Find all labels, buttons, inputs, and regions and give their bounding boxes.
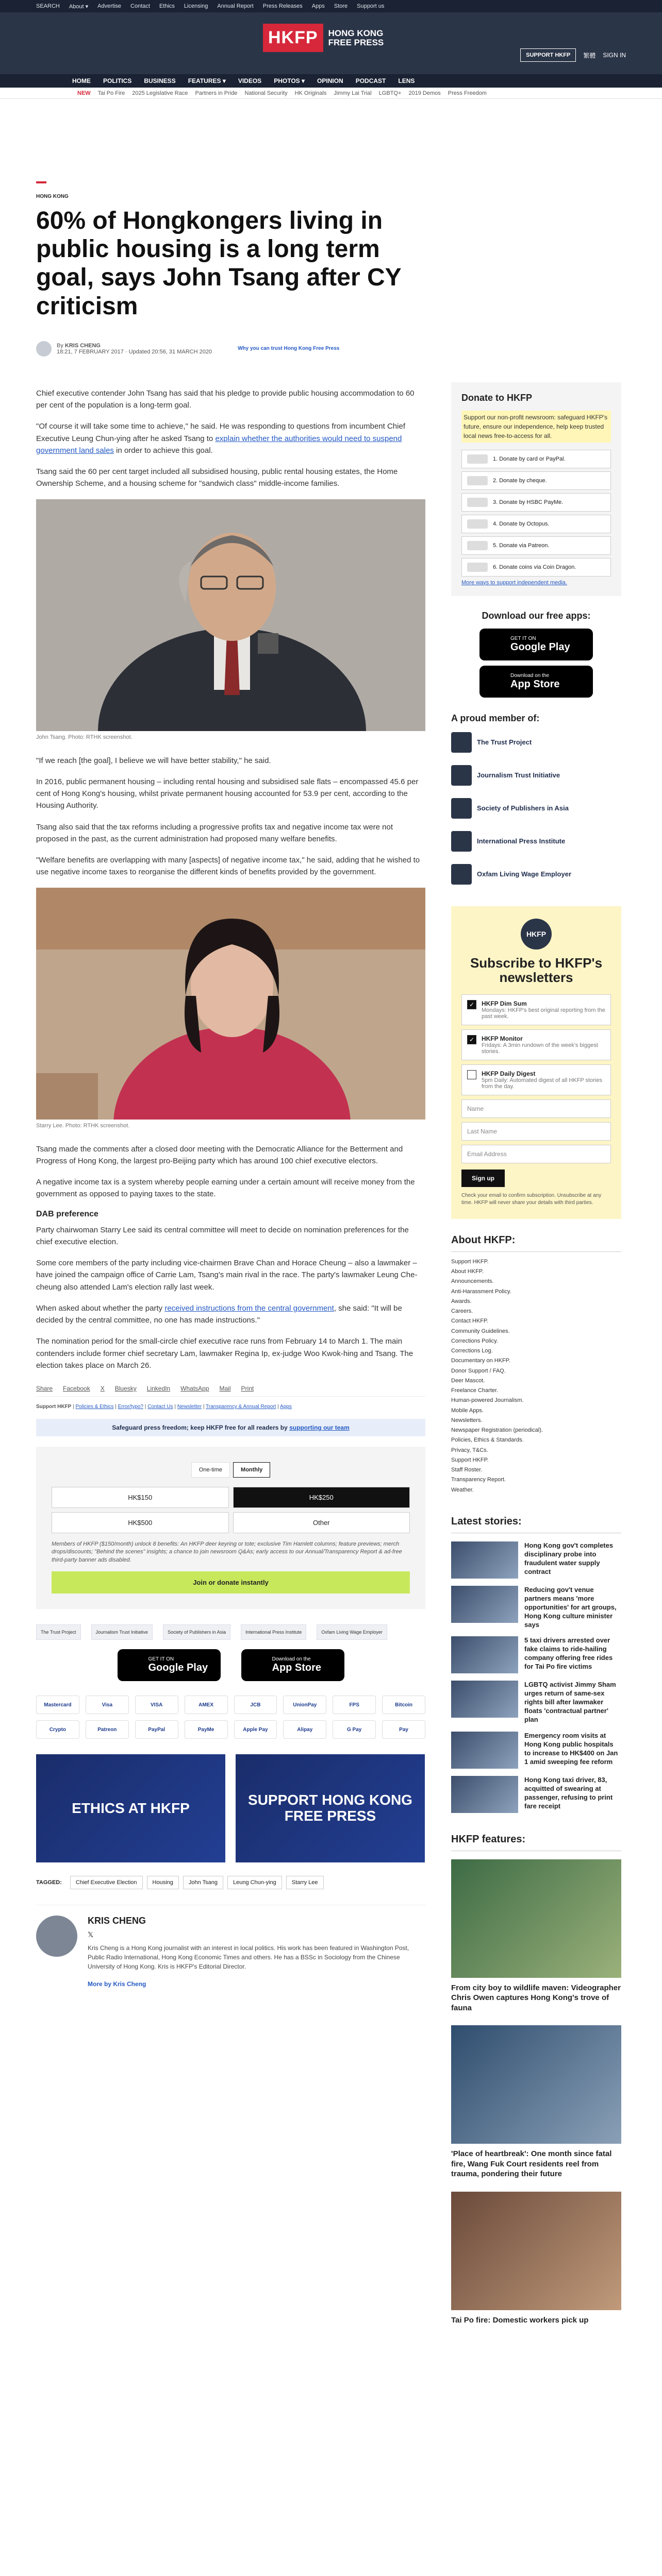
payment-icon: JCB — [234, 1696, 277, 1714]
advertise-link[interactable]: Advertise — [97, 3, 122, 9]
about-link[interactable]: Support HKFP. — [451, 1258, 489, 1265]
trending-item[interactable]: National Security — [244, 90, 288, 96]
author-bio: Kris Cheng is a Hong Kong journalist with an interest in local politics. His work has been featured in Washington Post, Public Radio International, Hong Kong Economic Times and others. He has a BSSc in Sociology from the Chinese University of Hong Kong. Kris is HKFP's Editorial Director. — [88, 1944, 409, 1971]
about-section — [451, 1234, 621, 1495]
typo-link[interactable]: Error/typo? — [118, 1404, 144, 1410]
about-link[interactable]: Mobile Apps. — [451, 1407, 484, 1414]
newsletter-signup — [451, 906, 621, 1219]
feature-item[interactable]: Tai Po fire: Domestic workers pick up — [451, 2192, 621, 2326]
donate-method[interactable]: 4. Donate by Octopus. — [461, 515, 611, 533]
paragraph: Tsang said the 60 per cent target included all subsidised housing, public rental housing estates, the Home Ownership Scheme, and a housing scheme for "sandwich class" middle-income families. — [36, 467, 398, 488]
latest-stories — [451, 1516, 621, 1813]
jti-logo[interactable]: Journalism Trust Initiative — [91, 1624, 153, 1640]
logo-text: HONG KONG FREE PRESS — [328, 28, 384, 47]
nav-videos[interactable]: VIDEOS — [238, 77, 262, 84]
ethics-promo[interactable]: ETHICS AT HKFP — [36, 1754, 225, 1862]
donate-method[interactable]: 1. Donate by card or PayPal. — [461, 450, 611, 468]
donate-sidebar — [451, 382, 621, 596]
google-play-badge[interactable]: GET IT ON Google Play — [479, 629, 593, 660]
paragraph: In 2016, public permanent housing – including rental housing and subsidised sale flats – encompassed 45.6 per cent of Hong Kong's housing, whilst private permanent housing accounted for 53.9 per cent, according to the Housing Authority. — [36, 777, 419, 810]
oxfam-logo[interactable]: Oxfam Living Wage Employer — [451, 863, 621, 886]
about-link[interactable]: Human-powered Journalism. — [451, 1397, 524, 1404]
support-team-link[interactable]: supporting our team — [289, 1424, 350, 1431]
about-link[interactable]: Corrections Policy. — [451, 1337, 498, 1344]
apps-heading: Download our free apps: — [482, 610, 591, 621]
more-by-author-link[interactable]: More by Kris Cheng — [88, 1980, 146, 1988]
payment-icon: Visa — [86, 1696, 129, 1714]
trending-item[interactable]: 2025 Legislative Race — [132, 90, 188, 96]
feature-image — [451, 2025, 621, 2144]
ipi-logo[interactable]: International Press Institute — [451, 830, 621, 853]
more-ways-link[interactable]: More ways to support independent media. — [461, 579, 567, 586]
nav-politics[interactable]: POLITICS — [103, 77, 132, 84]
tag[interactable]: Leung Chun-ying — [227, 1876, 282, 1889]
trending-item[interactable]: Jimmy Lai Trial — [334, 90, 372, 96]
nav-podcast[interactable]: PODCAST — [355, 77, 386, 84]
story-item[interactable]: 5 taxi drivers arrested over fake claims to ride-hailing company offering free rides for Tai Po fire victims — [451, 1636, 621, 1673]
tags-label: TAGGED: — [36, 1879, 62, 1886]
paragraph: When asked about whether the party received instructions from the central government, she said: "It will be decided by the central committee, no one has made instructions." — [36, 1303, 402, 1325]
story-thumbnail — [451, 1732, 518, 1769]
donate-note: Support our non-profit newsroom: safeguard HKFP's future, ensure our independence, help keep trusted local news free-to-access for all. — [461, 411, 611, 443]
support-us-link[interactable]: Support us — [357, 3, 385, 9]
donation-widget — [36, 1447, 425, 1609]
paragraph: "Welfare benefits are overlapping with many [aspects] of negative income tax," he said, adding that he wished to use negative income taxes to reorganise the different kinds of benefits provided by the government. — [36, 856, 420, 877]
donate-method[interactable]: 2. Donate by cheque. — [461, 471, 611, 490]
nav-photos[interactable]: PHOTOS ▾ — [274, 77, 305, 84]
about-link[interactable]: Newsletters. — [451, 1417, 483, 1423]
paragraph: Party chairwoman Starry Lee said its central committee will meet to decide on nomination preferences for the chief executive election. — [36, 1225, 409, 1246]
support-hkfp-button[interactable]: SUPPORT HKFP — [520, 48, 576, 62]
trending-label: NEW — [77, 90, 91, 96]
about-link[interactable]: Careers. — [451, 1308, 473, 1315]
whatsapp-share[interactable]: WhatsApp — [180, 1385, 209, 1392]
support-promo[interactable]: SUPPORT HONG KONG FREE PRESS — [236, 1754, 425, 1862]
amount-option[interactable]: HK$500 — [52, 1512, 229, 1533]
tag[interactable]: Chief Executive Election — [70, 1876, 143, 1889]
paragraph: Tsang also said that the tax reforms including a progressive profits tax and negative income tax were not proposed in the past, as the current administration had proposed many welfare benefits. — [36, 822, 393, 843]
newsletter-option[interactable]: ✓ HKFP Monitor Fridays: A 3min rundown of the week's biggest stories. — [461, 1029, 611, 1060]
story-thumbnail — [451, 1636, 518, 1673]
apps-link[interactable]: Apps — [311, 3, 325, 9]
contact-link[interactable]: Contact — [130, 3, 150, 9]
article-body — [36, 387, 425, 2338]
inline-link[interactable]: received instructions from the central government — [164, 1303, 334, 1313]
top-utility-bar — [0, 0, 662, 12]
about-link[interactable]: Donor Support / FAQ. — [451, 1367, 506, 1374]
starry-lee-photo — [36, 888, 425, 1120]
photo-caption: John Tsang. Photo: RTHK screenshot. — [36, 734, 133, 740]
app-badges — [36, 1649, 425, 1681]
membership-note: Members of HKFP ($150/month) unlock 8 benefits: An HKFP deer keyring or tote; exclusive Tim Hamlett columns; feature previews; merch drops/discounts; "Behind the scenes" insights; a chance to join newsroom Q&As; early access to our Annual/Transparency Report & ad-free third-party banner ads disabled. — [52, 1541, 402, 1563]
donate-method[interactable]: 3. Donate by HSBC PayMe. — [461, 493, 611, 512]
story-item[interactable]: Hong Kong taxi driver, 83, acquitted of swearing at passenger, refusing to print fare receipt — [451, 1776, 621, 1813]
about-link[interactable]: About HKFP. — [451, 1268, 484, 1275]
tag-list — [36, 1876, 425, 1889]
site-logo[interactable] — [263, 24, 384, 52]
name-field[interactable]: Name — [461, 1099, 611, 1118]
search-link[interactable]: SEARCH — [36, 3, 60, 9]
nav-features[interactable]: FEATURES ▾ — [188, 77, 226, 84]
trust-link[interactable]: Why you can trust Hong Kong Free Press — [238, 346, 340, 352]
card-icon — [467, 454, 488, 464]
author-box — [36, 1905, 425, 1988]
x-icon[interactable]: 𝕏 — [88, 1930, 94, 1939]
payment-icon: AMEX — [185, 1696, 228, 1714]
apps-link[interactable]: Apps — [280, 1404, 292, 1410]
bluesky-share[interactable]: Bluesky — [114, 1385, 137, 1392]
donate-method[interactable]: 5. Donate via Patreon. — [461, 536, 611, 555]
about-link[interactable]: Corrections Log. — [451, 1348, 493, 1354]
nav-home[interactable]: HOME — [72, 77, 91, 84]
footer-links: Support HKFP | Policies & Ethics | Error/typo? | Contact Us | Newsletter | Transparency & Annual Report | Apps — [36, 1404, 292, 1410]
paragraph: "Of course it will take some time to achieve," he said. He was responding to questions from incumbent Chief Executive Leung Chun-ying after he asked Tsang to explain whether the authorities would need to suspend government land sales in order to achieve this goal. — [36, 422, 405, 455]
annual-report-link[interactable]: Annual Report — [217, 3, 254, 9]
author-link[interactable]: KRIS CHENG — [64, 342, 101, 349]
payme-icon — [467, 498, 488, 507]
google-play-badge[interactable]: GET IT ON Google Play — [118, 1649, 221, 1681]
payment-icon: PayPal — [135, 1720, 178, 1739]
payment-icon: PayMe — [185, 1720, 228, 1739]
email-field[interactable]: Email Address — [461, 1145, 611, 1163]
trending-bar — [0, 88, 662, 99]
member-heading: A proud member of: — [451, 713, 540, 723]
author-info — [88, 1916, 425, 1988]
donate-methods — [461, 450, 611, 577]
cheque-icon — [467, 476, 488, 485]
sidebar-app-badges — [451, 629, 621, 698]
feature-item[interactable]: From city boy to wildlife maven: Videographer Chris Owen captures Hong Kong's trove of fauna — [451, 1859, 621, 2013]
press-releases-link[interactable]: Press Releases — [262, 3, 303, 9]
tab-one-time[interactable]: One-time — [191, 1462, 230, 1478]
about-link[interactable]: Community Guidelines. — [451, 1328, 510, 1334]
hkfp-badge: HKFP — [521, 919, 552, 950]
sign-in-link[interactable]: SIGN IN — [603, 52, 626, 59]
nav-lens[interactable]: LENS — [398, 77, 415, 84]
about-link[interactable]: Staff Roster. — [451, 1467, 483, 1473]
about-heading: About HKFP: — [451, 1234, 621, 1252]
about-link[interactable]: Weather. — [451, 1486, 474, 1493]
member-list — [451, 731, 621, 886]
latest-heading: Latest stories: — [451, 1516, 621, 1533]
story-thumbnail — [451, 1681, 518, 1718]
feature-item[interactable]: 'Place of heartbreak': One month since fatal fire, Wang Fuk Court residents reel from trauma, pondering their future — [451, 2025, 621, 2179]
octopus-icon — [467, 519, 488, 529]
payment-icon: G Pay — [333, 1720, 376, 1739]
hkfp-features — [451, 1834, 621, 2326]
oxfam-logo[interactable]: Oxfam Living Wage Employer — [317, 1624, 387, 1640]
amount-option-selected[interactable]: HK$250 — [233, 1487, 410, 1508]
newsletter-heading: Subscribe to HKFP's newsletters — [470, 955, 603, 986]
story-thumbnail — [451, 1586, 518, 1623]
ethics-link[interactable]: Ethics — [159, 3, 175, 9]
jti-logo[interactable]: Journalism Trust Initiative — [451, 764, 621, 787]
amount-options — [52, 1487, 410, 1533]
patreon-icon — [467, 541, 488, 550]
about-link[interactable]: Awards. — [451, 1298, 472, 1304]
trending-item[interactable]: 2019 Demos — [408, 90, 441, 96]
linkedin-share[interactable]: LinkedIn — [146, 1385, 171, 1392]
about-link[interactable]: Anti-Harassment Policy. — [451, 1288, 511, 1295]
story-item[interactable]: LGBTQ activist Jimmy Sham urges return of same-sex rights bill after lawmaker floats 'contractual partner' plan — [451, 1681, 621, 1724]
app-store-badge[interactable]: Download on the App Store — [479, 666, 593, 698]
article-category[interactable]: HONG KONG — [36, 194, 69, 199]
donate-heading: Donate to HKFP — [461, 392, 532, 403]
report-link[interactable]: Transparency & Annual Report — [206, 1404, 276, 1410]
tag[interactable]: Housing — [147, 1876, 179, 1889]
trending-item[interactable]: LGBTQ+ — [378, 90, 402, 96]
newsletter-note: Check your email to confirm subscription. Unsubscribe at any time. HKFP will never share your details with third parties. — [461, 1192, 602, 1206]
author-avatar — [36, 341, 52, 357]
about-link[interactable]: Privacy, T&Cs. — [451, 1447, 488, 1453]
store-link[interactable]: Store — [334, 3, 348, 9]
amount-option[interactable]: HK$150 — [52, 1487, 229, 1508]
share-bar — [36, 1381, 425, 1397]
paragraph: Tsang made the comments after a closed door meeting with the Democratic Alliance for the Betterment and Progress of Hong Kong, the largest pro-Beijing party which has around 100 chief executive electors. — [36, 1144, 403, 1165]
about-link[interactable]: Freelance Charter. — [451, 1387, 499, 1394]
donate-method[interactable]: 6. Donate coins via Coin Dragon. — [461, 558, 611, 577]
author-photo — [36, 1916, 77, 1957]
about-link[interactable]: Deer Mascot. — [451, 1377, 485, 1384]
about-link[interactable]: Newspaper Registration (periodical). — [451, 1427, 543, 1434]
sopa-logo[interactable]: Society of Publishers in Asia — [163, 1624, 230, 1640]
nav-business[interactable]: BUSINESS — [144, 77, 176, 84]
story-item[interactable]: Emergency room visits at Hong Kong public hospitals to increase to HK$400 on Jan 1 amid sweeping fee reform — [451, 1732, 621, 1769]
join-donate-button[interactable]: Join or donate instantly — [52, 1571, 410, 1594]
print-button[interactable]: Print — [241, 1385, 254, 1392]
newsletter-option[interactable]: ✓ HKFP Dim Sum Mondays: HKFP's best original reporting from the past week. — [461, 994, 611, 1025]
content-columns — [36, 387, 626, 2338]
promo-banners — [36, 1754, 425, 1862]
nav-opinion[interactable]: OPINION — [317, 77, 343, 84]
feature-image — [451, 2192, 621, 2310]
publish-date: 18:21, 7 FEBRUARY 2017 · Updated 20:56, 31 MARCH 2020 — [57, 348, 212, 355]
frequency-tabs — [52, 1462, 410, 1478]
payment-icon: Bitcoin — [382, 1696, 425, 1714]
paragraph: Some core members of the party including vice-chairmen Brave Chan and Horace Cheung – also a lawmaker – have joined the campaign office of Carrie Lam, Tsang's main rival in the race. The party's lawmaker Leung Che-cheung also attended Lam's election rally last week. — [36, 1259, 418, 1292]
byline — [36, 341, 626, 357]
x-share[interactable]: X — [100, 1385, 105, 1392]
ipi-logo[interactable]: International Press Institute — [241, 1624, 306, 1640]
category-accent — [36, 181, 46, 183]
coin-icon — [467, 563, 488, 572]
tag[interactable]: John Tsang — [183, 1876, 223, 1889]
main-nav — [0, 74, 662, 88]
paragraph: Chief executive contender John Tsang has said that his pledge to provide public housing accommodation to 60 per cent of the population is a long-term goal. — [36, 388, 415, 410]
site-header — [0, 12, 662, 74]
newsletter-option[interactable]: HKFP Daily Digest 5pm Daily: Automated digest of all HKFP stories from the day. — [461, 1064, 611, 1095]
app-store-badge[interactable]: Download on the App Store — [241, 1649, 344, 1681]
share-link[interactable]: Share — [36, 1385, 53, 1392]
policy-link[interactable]: Policies & Ethics — [75, 1404, 114, 1410]
payment-icon: Crypto — [36, 1720, 79, 1739]
trust-project-logo[interactable]: The Trust Project — [36, 1624, 81, 1640]
story-item[interactable]: Reducing gov't venue partners means 'more opportunities' for art groups, Hong Kong culture minister says — [451, 1586, 621, 1629]
paragraph: A negative income tax is a system whereby people earning under a certain amount will receive money from the government as opposed to paying taxes to the state. — [36, 1178, 415, 1199]
about-link[interactable]: Announcements. — [451, 1278, 494, 1285]
trending-item[interactable]: HK Originals — [294, 90, 327, 96]
payment-icon: UnionPay — [283, 1696, 326, 1714]
paragraph: The nomination period for the small-circle chief executive race runs from February 14 to March 1. The main contenders include former chief secretary Lam, lawmaker Regina Ip, ex-judge Woo Kwok-hing and Tsang. The election takes place on March 26. — [36, 1337, 413, 1370]
story-thumbnail — [451, 1541, 518, 1579]
payment-icon: Apple Pay — [234, 1720, 277, 1739]
article-title: 60% of Hongkongers living in public housing is a long term goal, says John Tsang after CY criticism — [36, 207, 401, 320]
sidebar — [451, 382, 621, 2338]
support-banner: Safeguard press freedom; keep HKFP free for all readers by supporting our team — [36, 1419, 425, 1436]
subheading: DAB preference — [36, 1209, 98, 1218]
about-link[interactable]: Transparency Report. — [451, 1477, 506, 1483]
payment-methods — [36, 1696, 425, 1739]
trending-item[interactable]: Press Freedom — [448, 90, 487, 96]
tab-monthly[interactable]: Monthly — [233, 1462, 270, 1478]
about-link[interactable]: About ▾ — [69, 3, 89, 10]
trending-item[interactable]: Tai Po Fire — [97, 90, 125, 96]
sign-up-button[interactable]: Sign up — [461, 1170, 505, 1187]
payment-icon: Alipay — [283, 1720, 326, 1739]
checkbox-checked-icon: ✓ — [467, 1035, 476, 1044]
about-links — [451, 1257, 621, 1495]
inline-link[interactable]: explain whether the authorities would need to suspend government land sales — [36, 434, 402, 455]
payment-icon: Patreon — [86, 1720, 129, 1739]
licensing-link[interactable]: Licensing — [184, 3, 208, 9]
checkbox-checked-icon: ✓ — [467, 1000, 476, 1009]
language-switch[interactable]: 繁體 — [583, 52, 596, 59]
checkbox-icon — [467, 1070, 476, 1079]
sopa-logo[interactable]: Society of Publishers in Asia — [451, 797, 621, 820]
about-link[interactable]: Policies, Ethics & Standards. — [451, 1437, 524, 1444]
payment-icon: Pay — [382, 1720, 425, 1739]
trending-item[interactable]: Partners in Pride — [195, 90, 238, 96]
about-link[interactable]: Support HKFP. — [451, 1456, 489, 1463]
about-link[interactable]: Documentary on HKFP. — [451, 1358, 510, 1364]
about-link[interactable]: Contact HKFP. — [451, 1318, 488, 1325]
paragraph: "If we reach [the goal], I believe we will have better stability," he said. — [36, 756, 271, 765]
story-thumbnail — [451, 1776, 518, 1813]
trust-project-logo[interactable]: The Trust Project — [451, 731, 621, 754]
author-name[interactable]: KRIS CHENG — [88, 1916, 146, 1926]
story-item[interactable]: Hong Kong gov't completes disciplinary probe into fraudulent water supply contract — [451, 1541, 621, 1579]
page-content — [36, 181, 626, 2337]
payment-icon: FPS — [333, 1696, 376, 1714]
last-name-field[interactable]: Last Name — [461, 1122, 611, 1141]
mail-share[interactable]: Mail — [219, 1385, 231, 1392]
john-tsang-photo — [36, 499, 425, 731]
newsletter-link[interactable]: Newsletter — [177, 1404, 202, 1410]
features-heading: HKFP features: — [451, 1834, 621, 1851]
payment-icon: VISA — [135, 1696, 178, 1714]
amount-option-other[interactable]: Other — [233, 1512, 410, 1533]
feature-image — [451, 1859, 621, 1978]
member-logos-strip — [36, 1624, 425, 1640]
photo-caption: Starry Lee. Photo: RTHK screenshot. — [36, 1122, 130, 1129]
facebook-share[interactable]: Facebook — [63, 1385, 90, 1392]
logo-mark: HKFP — [263, 24, 323, 52]
byline-text: By KRIS CHENG 18:21, 7 FEBRUARY 2017 · Updated 20:56, 31 MARCH 2020 — [57, 342, 212, 355]
payment-icon: Mastercard — [36, 1696, 79, 1714]
contact-link[interactable]: Contact Us — [147, 1404, 173, 1410]
tag[interactable]: Starry Lee — [286, 1876, 324, 1889]
header-actions — [520, 48, 626, 62]
support-link[interactable]: Support HKFP — [36, 1404, 72, 1410]
